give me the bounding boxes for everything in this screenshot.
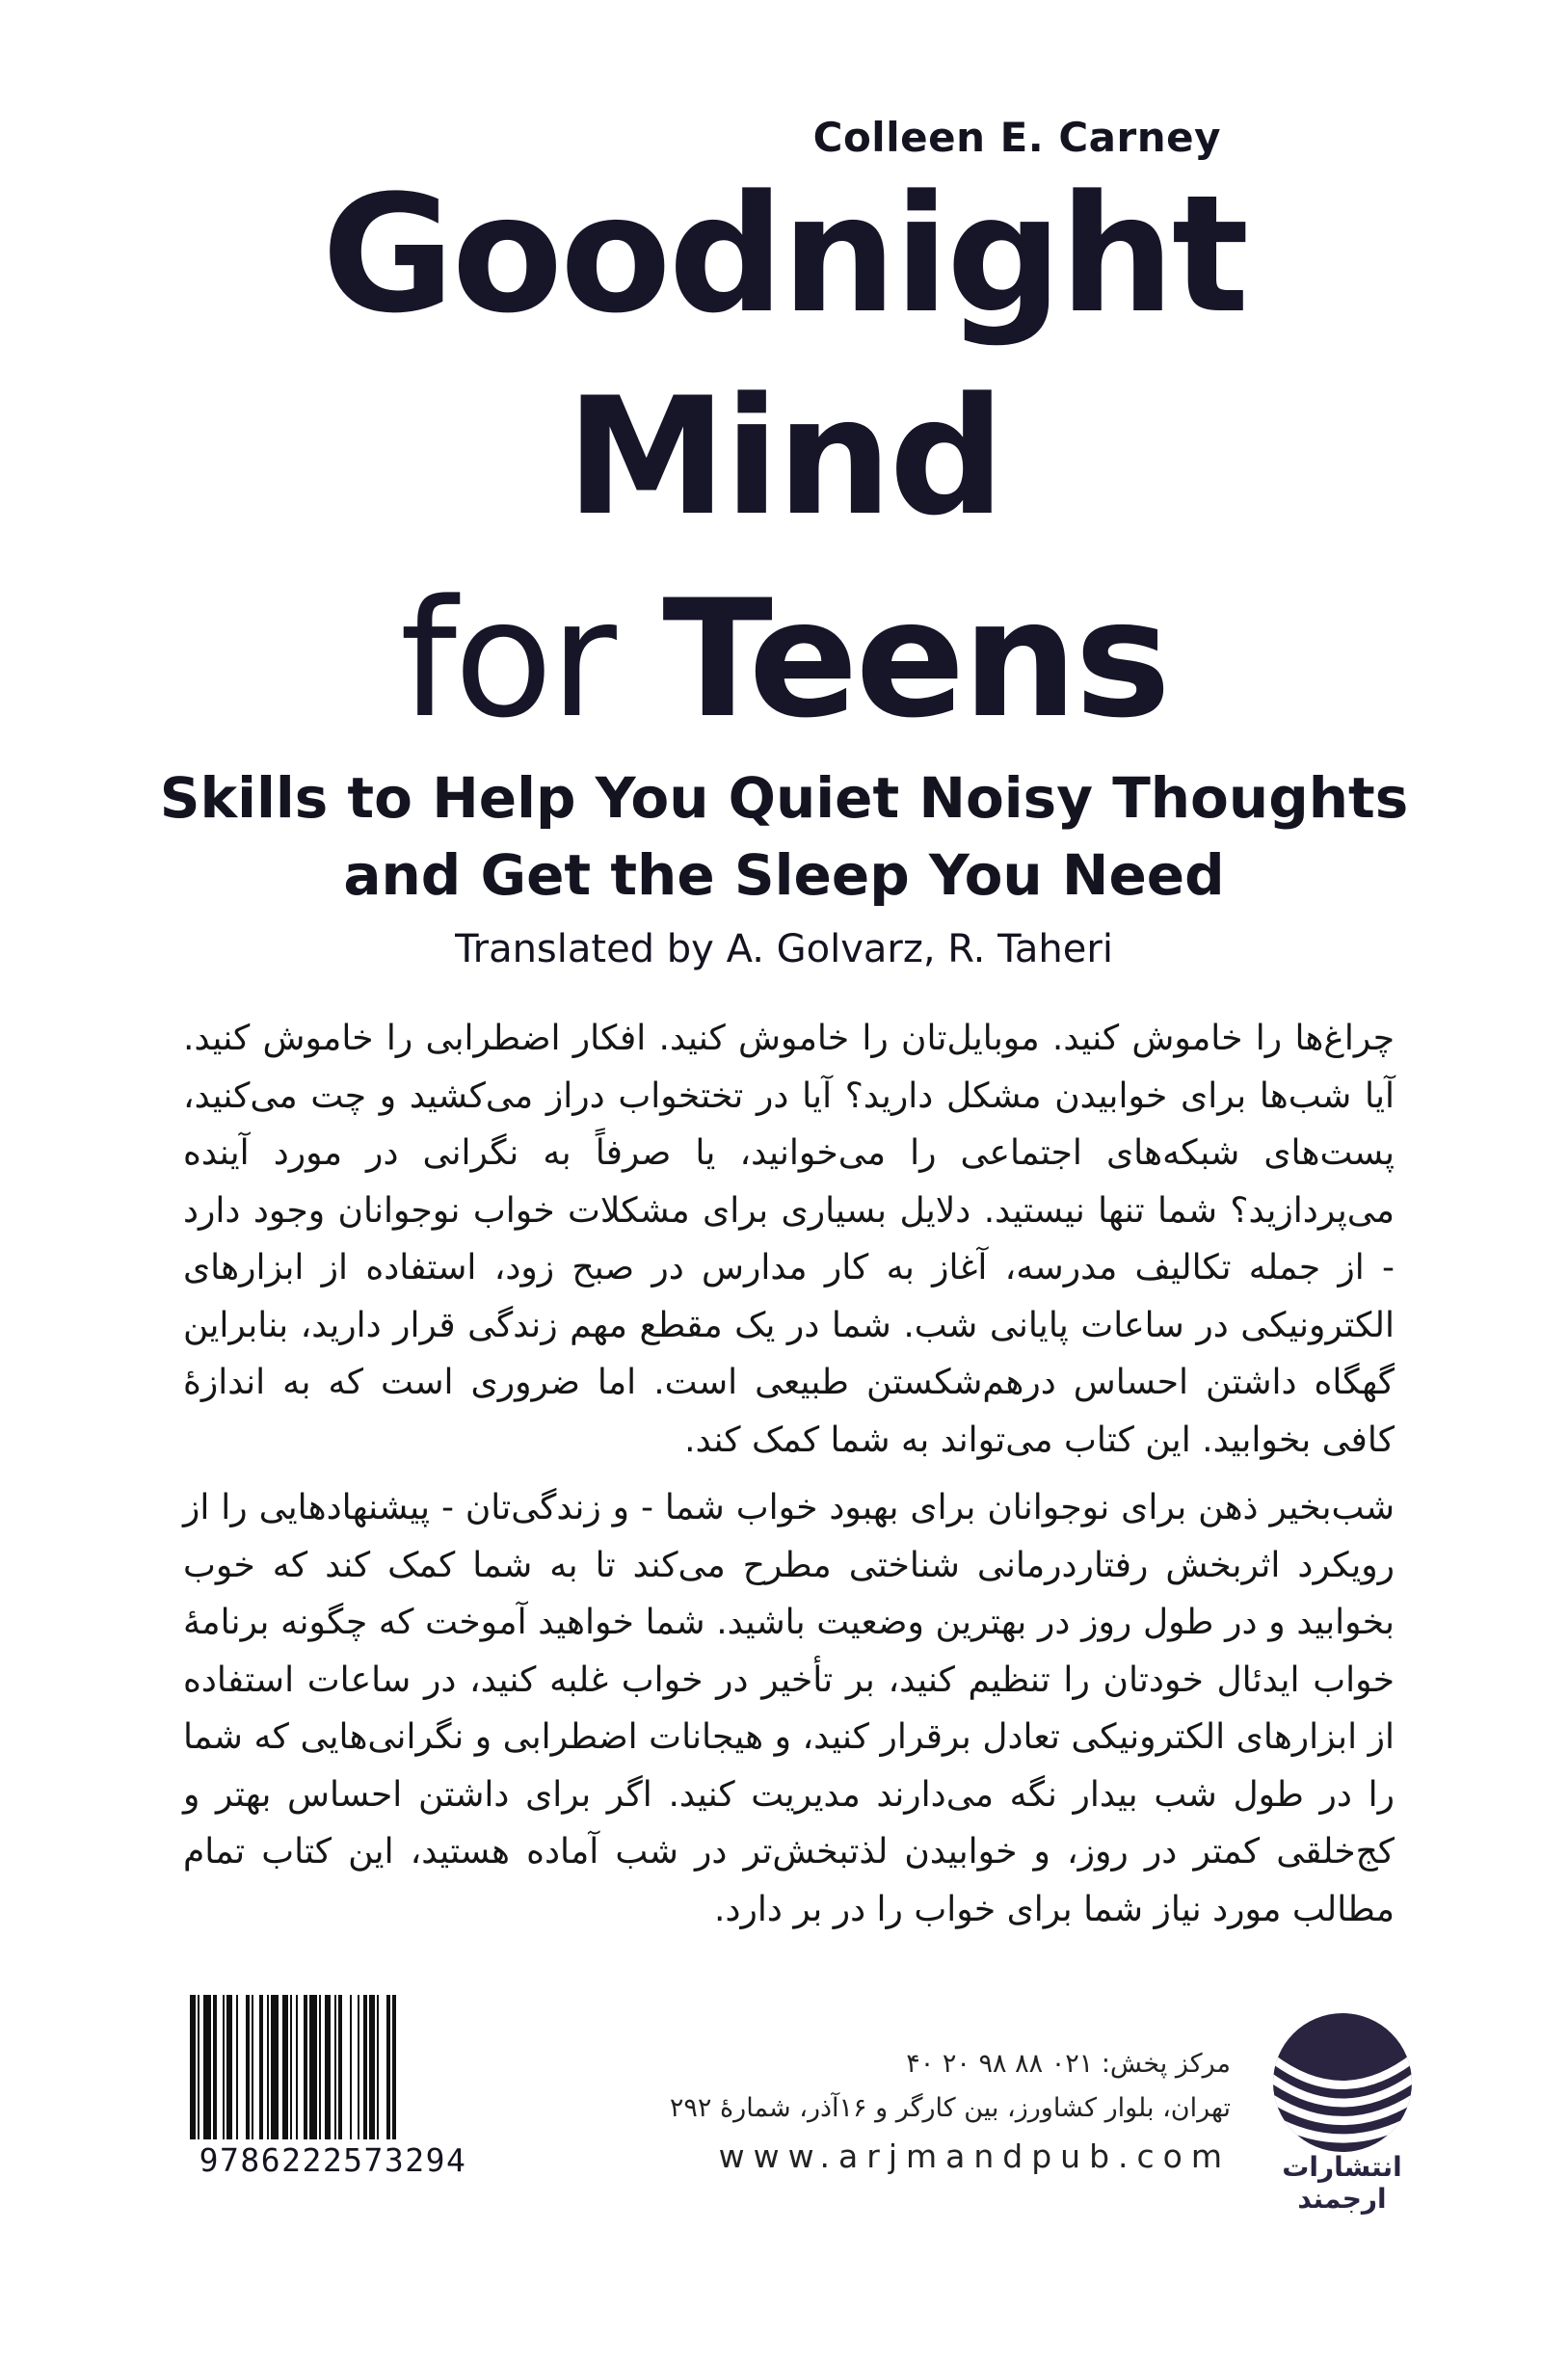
blurb-paragraph-2: شب‌بخیر ذهن برای نوجوانان برای بهبود خواب شما - و زندگی‌تان - پیشنهادهایی را از رویکرد اثربخش رفتاردرمانی شناختی مطرح می‌کند تا به شما کمک کند که خوب بخوابید و در طول روز در بهترین وضعیت باشید. شما خواهید آموخت که چگونه برنامهٔ خواب ایدئال خودتان را تنظیم کنید، بر تأخیر در خواب غلبه کنید، در ساعات استفاده از ابزارهای الکترونیکی تعادل برقرار کنید، و هیجانات اضطرابی و نگرانی‌هایی که شما را در طول شب بیدار نگه می‌دارند مدیریت کنید. اگر برای داشتن احساس بهتر و کج‌خلقی کمتر در روز، و خوابیدن لذتبخش‌تر در شب آماده هستید، این کتاب تمام مطالب مورد نیاز شما برای خواب را در بر دارد.	[183, 1488, 1395, 1929]
barcode-bar	[338, 1995, 342, 2139]
barcode-bar	[213, 1995, 217, 2139]
barcode-bar	[392, 1995, 396, 2139]
barcode-bar	[236, 1995, 238, 2139]
publisher-website[interactable]: www.arjmandpub.com	[718, 2137, 1231, 2175]
barcode-bar	[296, 1995, 298, 2139]
barcode-bar	[259, 1995, 263, 2139]
book-title-line-1: Goodnight	[321, 160, 1247, 349]
blurb-paragraph-1: چراغ‌ها را خاموش کنید. موبایل‌تان را خاموش کنید. افکار اضطرابی را خاموش کنید. آیا شب‌ها برای خوابیدن مشکل دارید؟ آیا در تختخواب دراز می‌کشید و چت می‌کنید، پست‌های شبکه‌های اجتماعی را می‌خوانید، یا صرفاً به نگرانی در مورد آینده می‌پردازید؟ شما تنها نیستید. دلایل بسیاری برای مشکلات خواب نوجوانان وجود دارد - از جمله تکالیف مدرسه، آغاز به کار مدارس در صبح زود، استفاده از ابزارهای الکترونیکی در ساعات پایانی شب. شما در یک مقطع مهم زندگی قرار دارید، بنابراین گهگاه داشتن احساس درهم‌شکستن طبیعی است. اما ضروری است که به اندازهٔ کافی بخوابید. این کتاب می‌تواند به شما کمک کند.	[183, 1019, 1395, 1460]
barcode-bar	[282, 1995, 288, 2139]
title-word-teens: Teens	[662, 565, 1169, 754]
barcode-bar	[290, 1995, 292, 2139]
barcode-bar	[267, 1995, 269, 2139]
barcode-bar	[319, 1995, 321, 2139]
barcode-bar	[246, 1995, 250, 2139]
subtitle-line-2: and Get the Sleep You Need	[343, 842, 1225, 908]
subtitle	[0, 759, 1568, 914]
book-title-line-2: Mind	[566, 362, 1002, 551]
barcode-bar	[252, 1995, 253, 2139]
barcode-bar	[325, 1995, 331, 2139]
distribution-phone: مرکز پخش: ۰۲۱ ۸۸ ۹۸ ۲۰ ۴۰	[906, 2049, 1231, 2079]
barcode-bar	[309, 1995, 317, 2139]
book-title-line-3	[0, 565, 1568, 754]
barcode-bar	[190, 1995, 196, 2139]
barcode-bar	[386, 1995, 390, 2139]
publisher-address: تهران، بلوار کشاورز، بین کارگر و ۱۶آذر، شمارهٔ ۲۹۲	[669, 2093, 1231, 2123]
barcode-bar	[377, 1995, 379, 2139]
barcode-bar	[203, 1995, 211, 2139]
isbn-number: 9786222573294	[199, 2141, 467, 2179]
author-name: Colleen E. Carney	[812, 114, 1221, 161]
subtitle-line-1: Skills to Help You Quiet Noisy Thoughts	[159, 765, 1409, 831]
barcode-bar	[223, 1995, 225, 2139]
barcode-bar	[334, 1995, 336, 2139]
barcode-bar	[226, 1995, 232, 2139]
barcode	[188, 1995, 477, 2139]
title-word-for: for	[399, 565, 663, 754]
translator-credit: Translated by A. Golvarz, R. Taheri	[455, 927, 1113, 971]
barcode-bar	[358, 1995, 359, 2139]
barcode-bar	[350, 1995, 352, 2139]
publisher-logo-icon	[1270, 2010, 1415, 2155]
publisher-logo-text: انتشارات ارجمند	[1282, 2151, 1402, 2215]
barcode-bar	[198, 1995, 199, 2139]
barcode-bar	[369, 1995, 375, 2139]
barcode-bar	[363, 1995, 367, 2139]
barcode-bar	[271, 1995, 279, 2139]
barcode-bar	[304, 1995, 307, 2139]
